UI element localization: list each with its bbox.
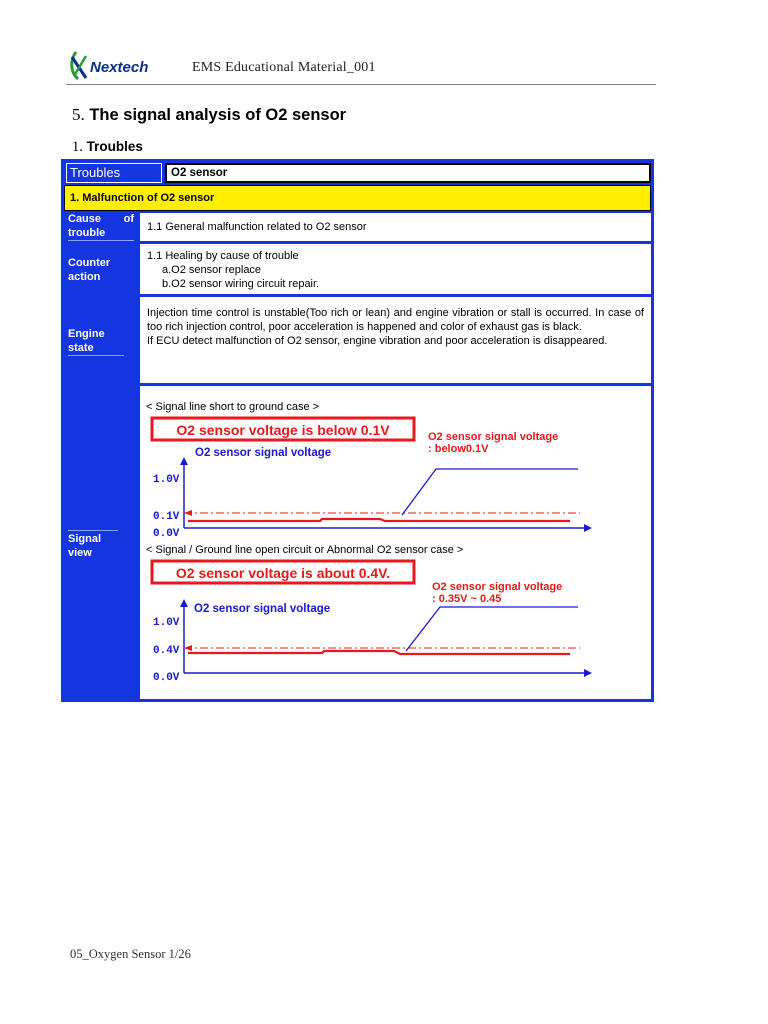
chart-1-ytick-1: 1.0V [153, 474, 180, 486]
chart-1-ytick-2: 0.1V [153, 511, 180, 523]
engine-label: Engine state [68, 327, 124, 356]
chart-1-y-arrow [180, 457, 188, 465]
troubles-label: Troubles [66, 163, 162, 183]
chart-2-ytick-3: 0.0V [153, 672, 180, 684]
page-header [66, 48, 706, 84]
chart-2-banner: O2 sensor voltage is about 0.4V. [175, 565, 391, 581]
logo-text: Nextech [90, 59, 149, 76]
chart-1-pointer [402, 469, 578, 515]
chart-1-annotation-1: O2 sensor signal voltage [428, 431, 559, 443]
chart-1-ytick-3: 0.0V [153, 528, 180, 540]
page-footer: 05_Oxygen Sensor 1/26 [70, 947, 191, 961]
cause-label: Cause of trouble [68, 213, 134, 239]
section-number: 5. [72, 105, 85, 124]
chart-1-x-arrow [584, 524, 592, 532]
section-title [72, 105, 346, 125]
engine-content [140, 297, 651, 383]
signal-charts [140, 385, 651, 700]
chart-2-annotation-2: : 0.35V ~ 0.45 [432, 593, 502, 605]
troubles-value: O2 sensor [165, 163, 651, 183]
chart-2 [152, 561, 592, 684]
chart-1 [152, 418, 592, 540]
counter-label: Counter action [68, 257, 111, 283]
chart-2-ytick-1: 1.0V [153, 617, 180, 629]
counter-line-1: 1.1 Healing by cause of trouble [147, 250, 299, 262]
cause-content [140, 213, 651, 241]
header-title: EMS Educational Material_001 [192, 60, 376, 75]
subsection-title [72, 139, 143, 156]
malfunction-title: 1. Malfunction of O2 sensor [64, 185, 651, 211]
engine-para-2: If ECU detect malfunction of O2 sensor, engine vibration and poor acceleration is disappeared. [147, 335, 608, 347]
chart-2-pointer [406, 607, 578, 651]
counter-label-cell [64, 256, 138, 284]
counter-line-2: a.O2 sensor replace [162, 264, 262, 276]
chart-2-y-arrow [180, 599, 188, 607]
chart-1-case-label: < Signal line short to ground case > [146, 401, 320, 413]
engine-label-cell [64, 327, 138, 356]
chart-1-signal-line [188, 519, 570, 521]
counter-line-3: b.O2 sensor wiring circuit repair. [162, 278, 320, 290]
signal-label-cell [64, 530, 138, 560]
header-rule [66, 84, 656, 85]
signal-label: Signal view [68, 530, 118, 560]
chart-2-series-label: O2 sensor signal voltage [194, 603, 331, 615]
counter-content [140, 244, 651, 294]
subsection-number: 1. [72, 139, 83, 155]
chart-1-banner: O2 sensor voltage is below 0.1V [176, 422, 390, 438]
chart-2-case-label: < Signal / Ground line open circuit or Abnormal O2 sensor case > [146, 544, 464, 556]
chart-2-annotation-1: O2 sensor signal voltage [432, 581, 563, 593]
subsection-title-text: Troubles [86, 139, 143, 154]
chart-1-annotation-2: : below0.1V [428, 443, 489, 455]
chart-1-ref-arrow [184, 510, 192, 516]
section-title-text: The signal analysis of O2 sensor [89, 106, 347, 124]
chart-2-x-arrow [584, 669, 592, 677]
chart-2-signal-line [188, 651, 570, 654]
cause-text: 1.1 General malfunction related to O2 sensor [147, 221, 367, 233]
engine-para-1: Injection time control is unstable(Too rich or lean) and engine vibration or stall is occurred. In case of too rich injection control, poor acceleration is happened and color of exhaust gas is black. [147, 307, 644, 333]
cause-label-cell [64, 212, 138, 241]
chart-1-series-label: O2 sensor signal voltage [195, 447, 332, 459]
chart-2-ref-arrow [184, 645, 192, 651]
chart-2-ytick-2: 0.4V [153, 645, 180, 657]
